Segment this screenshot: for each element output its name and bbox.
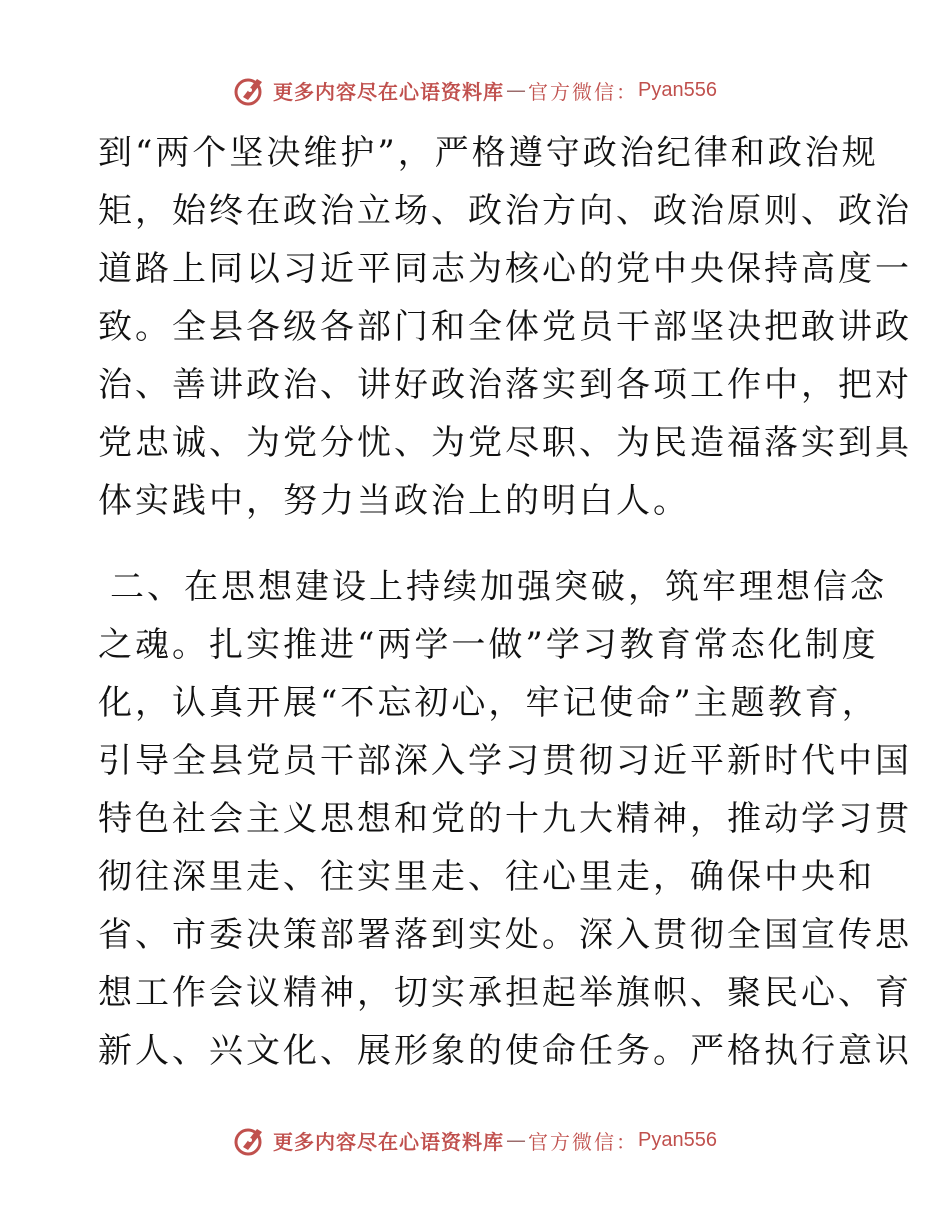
paragraph-1 xyxy=(98,124,912,530)
text-line: 矩，始终在政治立场、政治方向、政治原则、政治 xyxy=(98,191,912,231)
text-line: 道路上同以习近平同志为核心的党中央保持高度一 xyxy=(98,249,912,289)
text-line: 之魂。扎实推进“两学一做”学习教育常态化制度 xyxy=(98,625,879,665)
text-line: 省、市委决策部署落到实处。深入贯彻全国宣传思 xyxy=(98,915,912,955)
text-line: 体实践中，努力当政治上的明白人。 xyxy=(98,481,690,521)
pen-nib-logo-icon xyxy=(233,73,267,107)
header-site-name: 更多内容尽在心语资料库 xyxy=(273,79,505,104)
header-separator: — xyxy=(506,78,527,102)
header-watermark xyxy=(0,70,950,110)
footer-separator: — xyxy=(506,1128,527,1152)
document-body xyxy=(98,124,912,1080)
text-line: 治、善讲政治、讲好政治落实到各项工作中，把对 xyxy=(98,365,912,405)
paragraph-gap xyxy=(98,530,858,558)
paragraph-2 xyxy=(98,558,912,1080)
section-heading-line: 二、在思想建设上持续加强突破，筑牢理想信念 xyxy=(110,567,887,607)
header-wechat-handle: Pyan556 xyxy=(638,78,717,101)
header-wechat-label: 官方微信： xyxy=(528,79,639,104)
footer-site-name: 更多内容尽在心语资料库 xyxy=(273,1129,505,1154)
pen-nib-logo-icon xyxy=(233,1123,267,1157)
text-line: 想工作会议精神，切实承担起举旗帜、聚民心、育 xyxy=(98,973,912,1013)
text-line: 化，认真开展“不忘初心，牢记使命”主题教育， xyxy=(98,683,879,723)
text-line: 特色社会主义思想和党的十九大精神，推动学习贯 xyxy=(98,799,912,839)
text-line: 到“两个坚决维护”，严格遵守政治纪律和政治规 xyxy=(98,133,879,173)
footer-wechat-label: 官方微信： xyxy=(528,1129,639,1154)
text-line: 新人、兴文化、展形象的使命任务。严格执行意识 xyxy=(98,1031,912,1071)
footer-wechat-handle: Pyan556 xyxy=(638,1128,717,1151)
text-line: 引导全县党员干部深入学习贯彻习近平新时代中国 xyxy=(98,741,912,781)
footer-watermark xyxy=(0,1120,950,1160)
text-line: 致。全县各级各部门和全体党员干部坚决把敢讲政 xyxy=(98,307,912,347)
text-line: 党忠诚、为党分忧、为党尽职、为民造福落实到具 xyxy=(98,423,912,463)
text-line: 彻往深里走、往实里走、往心里走，确保中央和 xyxy=(98,857,875,897)
